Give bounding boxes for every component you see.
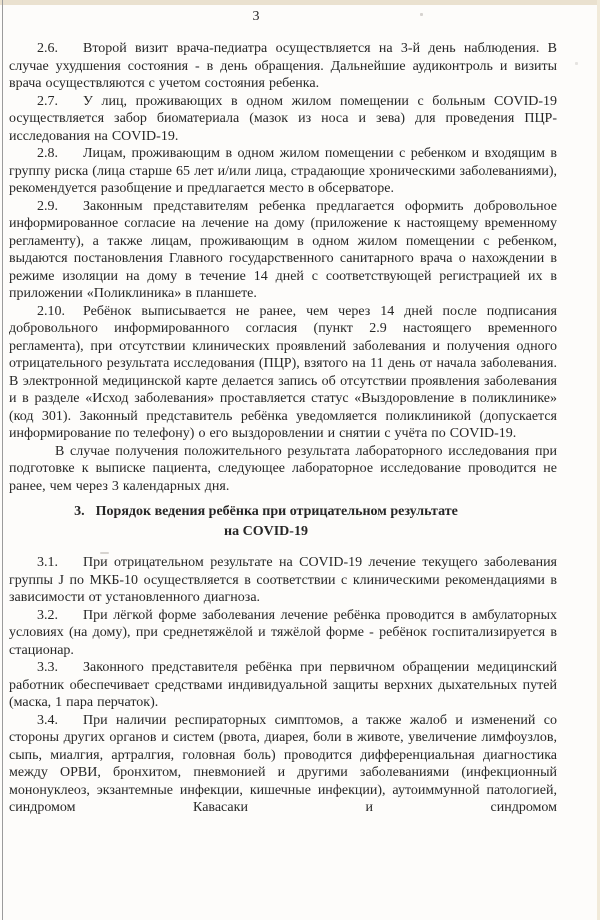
- section-heading-line1: [9, 502, 523, 522]
- paragraph-2-9: [9, 198, 557, 303]
- document-body: [9, 40, 557, 817]
- paragraph-number: 2.10.: [37, 303, 65, 319]
- section-3-heading: [9, 502, 557, 542]
- paragraph-text: При лёгкой форме заболевания лечение ребёнка проводится в амбулаторных условиях (на дому), при среднетяжёлой и тяжёлой форме - ребёнок госпитализируется в стационар.: [9, 607, 557, 658]
- paragraph-text: Законным представителям ребенка предлагается оформить добровольное информированное согласие на лечение на дому (приложение к настоящему временному регламенту), а также лицам, проживающим в одном жилом помещении с ребенком, выдаются постановления Главного государственного санитарного врача о нахождении в режиме изоляции на дому в течение 14 дней с соответствующей регистрацией их в приложении «Поликлиника» в планшете.: [9, 198, 557, 301]
- paragraph-number: 3.3.: [37, 660, 58, 675]
- section-number: 3.: [74, 504, 85, 519]
- paragraph-number: 3.1.: [37, 555, 58, 570]
- section-heading-line2: на COVID-19: [224, 524, 308, 539]
- paragraph-number: 2.7.: [37, 93, 58, 109]
- paragraph-text: При отрицательном результате на COVID-19 лечение текущего заболевания группы J по МКБ-10 осуществляется в соответствии с клиническими рекомендациями в зависимости от установленного диагноза.: [9, 555, 557, 605]
- paragraph-text: В случае получения положительного результата лабораторного исследования при подготовке к выписке пациента, следующее лабораторное исследование проводится не ранее, чем через 3 календарных дня.: [9, 443, 557, 494]
- paragraph-2-6: [9, 40, 557, 93]
- paragraph-text: Второй визит врача-педиатра осуществляется на 3-й день наблюдения. В случае ухудшения состояния - в день обращения. Дальнейшие аудиконтроль и визиты врача осуществляются с учетом состояния ребенка.: [9, 41, 557, 91]
- paragraph-3-2: [9, 607, 557, 660]
- paragraph-number: 3.2.: [37, 607, 58, 623]
- paragraph-text: Законного представителя ребёнка при первичном обращении медицинский работник обеспечивает средствами индивидуальной защиты верхних дыхательных путей (маска, 1 пара перчаток).: [9, 660, 557, 710]
- page-number: 3: [252, 9, 260, 24]
- section-heading-text: Порядок ведения ребёнка при отрицательном результате: [95, 504, 458, 519]
- paragraph-text: У лиц, проживающих в одном жилом помещении с больным COVID-19 осуществляется забор биоматериала (мазок из носа и зева) для проведения ПЦР-исследования на COVID-19.: [9, 93, 557, 144]
- paragraph-number: 2.8.: [37, 146, 58, 161]
- paragraph-2-7: [9, 93, 557, 146]
- paragraph-2-8: [9, 145, 557, 198]
- paragraph-text: При наличии респираторных симптомов, а также жалоб и изменений со стороны других органов и систем (рвота, диарея, боли в животе, увеличение лимфоузлов, сыпь, миалгия, артралгия, головная боль) проводится дифференциальная диагностика между ОРВИ, бронхитом, пневмонией и другими заболеваниями (инфекционный мононуклеоз, экзантемные инфекции, кишечные инфекции), аутоиммунной патологией, синдромом Кавасаки и синдромом: [9, 712, 557, 815]
- paragraph-2-10: [9, 303, 557, 443]
- paragraph-3-3: [9, 659, 557, 712]
- paragraph-3-4: [9, 712, 557, 817]
- paragraph-unnumbered: [9, 443, 557, 496]
- scan-speck: [575, 62, 578, 65]
- page-content: [9, 0, 557, 817]
- paragraph-text: Ребёнок выписывается не ранее, чем через 14 дней после подписания добровольного информированного согласия (пункт 2.9 настоящего временного регламента), при отсутствии клинических проявлений заболевания и получения одного отрицательного результата исследования (ПЦР), взятого на 11 день от начала заболевания. В электронной медицинской карте делается запись об отсутствии проявления заболевания и в разделе «Исход заболевания» проставляется статус «Выздоровление в поликлинике» (код 301). Законный представитель ребёнка уведомляется поликлиникой (допускается информирование по телефону) о его выздоровлении и снятии с учёта по COVID-19.: [9, 303, 557, 441]
- paragraph-text: Лицам, проживающим в одном жилом помещении с ребенком и входящим в группу риска (лица старше 65 лет и/или лица, страдающие хроническими заболеваниями), рекомендуется разобщение и предлагается место в обсерваторе.: [9, 146, 557, 196]
- paragraph-number: 3.4.: [37, 712, 58, 728]
- paragraph-number: 2.9.: [37, 198, 58, 214]
- scan-edge-left: [2, 0, 3, 920]
- paragraph-number: 2.6.: [37, 41, 58, 56]
- paragraph-3-1: [9, 554, 557, 607]
